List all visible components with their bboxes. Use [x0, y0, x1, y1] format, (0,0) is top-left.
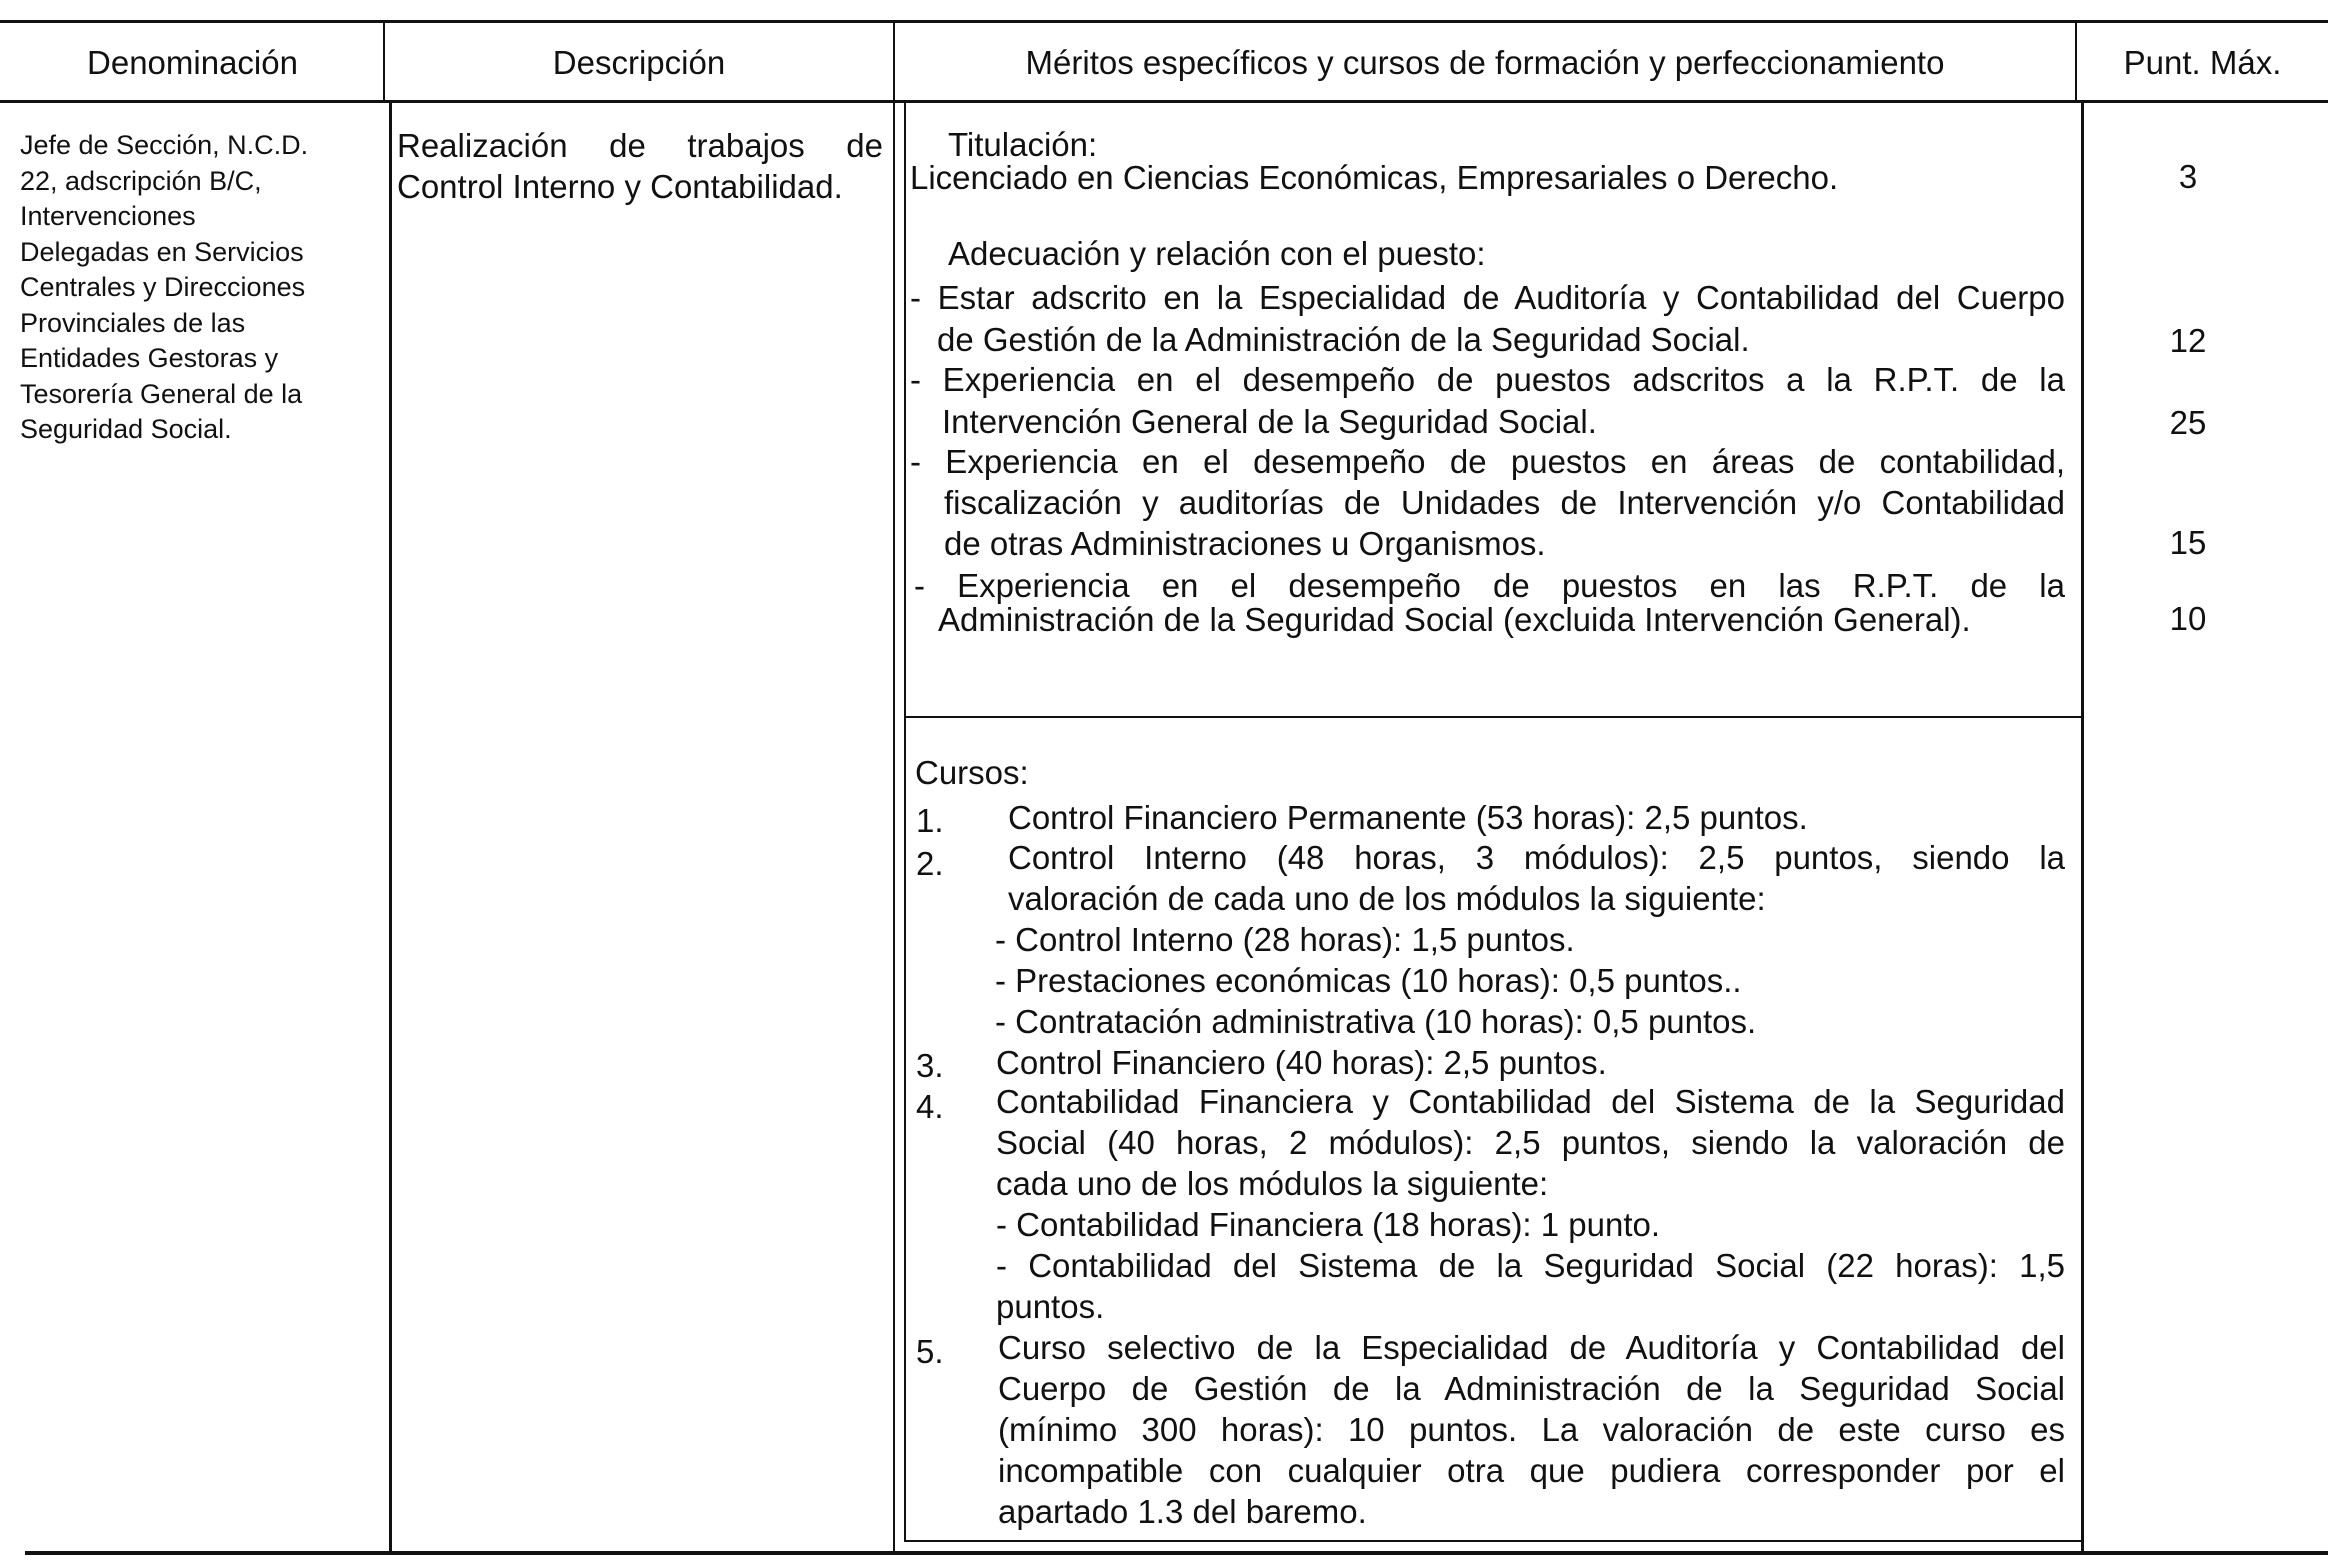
table-bottom-rule: [25, 1551, 2328, 1555]
curso-2-line: - Prestaciones económicas (10 horas): 0,5 puntos..: [995, 962, 1742, 999]
curso-4-line: - Contabilidad Financiera (18 horas): 1 punto.: [996, 1206, 1661, 1243]
curso-2-line: valoración de cada uno de los módulos la siguiente:: [1008, 880, 1766, 917]
meritos-inner-bottom-rule: [904, 1540, 2082, 1542]
curso-4-line: Social (40 horas, 2 módulos): 2,5 puntos, siendo la valoración de: [996, 1124, 2065, 1161]
adecuacion-item-1-line: de Gestión de la Administración de la Seguridad Social.: [937, 321, 1750, 358]
meritos-inner-left-rule: [904, 102, 906, 1542]
header-bottom-rule: [0, 100, 2328, 103]
denominacion-line: Seguridad Social.: [20, 414, 232, 444]
curso-4-line: Contabilidad Financiera y Contabilidad del Sistema de la Seguridad: [996, 1083, 2065, 1120]
denominacion-line: 22, adscripción B/C,: [20, 165, 262, 196]
adecuacion-item-1-line: - Estar adscrito en la Especialidad de Auditoría y Contabilidad del Cuerpo: [910, 279, 2065, 316]
denominacion-line: Intervenciones: [20, 201, 196, 231]
curso-4-line: cada uno de los módulos la siguiente:: [996, 1165, 1549, 1202]
header-descripcion: Descripción: [552, 44, 726, 81]
table-top-rule: [0, 20, 2328, 23]
curso-5-line: (mínimo 300 horas): 10 puntos. La valoración de este curso es: [998, 1411, 2065, 1448]
descripcion-line: Control Interno y Contabilidad.: [397, 168, 843, 205]
adecuacion-item-4-line: - Experiencia en el desempeño de puestos en las R.P.T. de la: [914, 567, 2065, 604]
adecuacion-item-2-points: 25: [2169, 404, 2207, 441]
curso-5-line: apartado 1.3 del baremo.: [998, 1493, 1367, 1530]
curso-2-line: - Control Interno (28 horas): 1,5 puntos.: [995, 921, 1575, 958]
curso-4-line: puntos.: [996, 1288, 1105, 1325]
meritos-section-divider: [904, 716, 2082, 718]
header-meritos: Méritos específicos y cursos de formación y perfeccionamiento: [1025, 44, 1945, 81]
descripcion-line: Realización de trabajos de: [397, 127, 883, 164]
curso-2-number: 2.: [916, 845, 944, 882]
denominacion-line: Entidades Gestoras y: [20, 343, 279, 373]
header-denominacion: Denominación: [87, 44, 298, 81]
curso-4-number: 4.: [916, 1088, 944, 1125]
denominacion-line: Provinciales de las: [20, 307, 246, 338]
curso-1-number: 1.: [916, 802, 944, 839]
column-divider-1-body: [389, 102, 392, 1552]
curso-5-line: Curso selectivo de la Especialidad de Auditoría y Contabilidad del: [998, 1329, 2065, 1366]
curso-3-line: Control Financiero (40 horas): 2,5 puntos.: [996, 1044, 1607, 1081]
denominacion-line: Centrales y Direcciones: [20, 272, 306, 302]
adecuacion-item-3-line: fiscalización y auditorías de Unidades de Intervención y/o Contabilidad: [944, 484, 2065, 521]
adecuacion-item-3-points: 15: [2169, 524, 2207, 561]
denominacion-cell: [20, 128, 308, 448]
denominacion-line: Jefe de Sección, N.C.D.: [20, 130, 309, 160]
adecuacion-item-1-points: 12: [2169, 322, 2207, 359]
denominacion-line: Tesorería General de la: [20, 378, 303, 409]
cursos-heading: Cursos:: [915, 754, 1029, 791]
titulacion-text: Licenciado en Ciencias Económicas, Empresariales o Derecho.: [910, 159, 1839, 196]
header-puntuacion: Punt. Máx.: [2123, 44, 2282, 81]
curso-2-line: - Contratación administrativa (10 horas): 0,5 puntos.: [995, 1003, 1757, 1040]
curso-4-line: - Contabilidad del Sistema de la Seguridad Social (22 horas): 1,5: [996, 1247, 2065, 1284]
curso-5-number: 5.: [916, 1333, 944, 1370]
curso-5-line: Cuerpo de Gestión de la Administración de la Seguridad Social: [998, 1370, 2065, 1407]
curso-2-line: Control Interno (48 horas, 3 módulos): 2,5 puntos, siendo la: [1008, 839, 2065, 876]
curso-5-line: incompatible con cualquier otra que pudiera corresponder por el: [998, 1452, 2065, 1489]
adecuacion-item-4-line: Administración de la Seguridad Social (excluida Intervención General).: [938, 601, 1971, 638]
adecuacion-item-2-line: - Experiencia en el desempeño de puestos adscritos a la R.P.T. de la: [910, 361, 2065, 398]
denominacion-line: Delegadas en Servicios: [20, 236, 304, 267]
column-divider-2: [893, 22, 895, 1552]
adecuacion-heading: Adecuación y relación con el puesto:: [948, 235, 1486, 272]
column-divider-3-body: [2081, 102, 2084, 1552]
adecuacion-item-3-line: - Experiencia en el desempeño de puestos en áreas de contabilidad,: [910, 443, 2065, 480]
adecuacion-item-4-points: 10: [2169, 600, 2207, 637]
descripcion-cell: [397, 125, 883, 207]
curso-3-number: 3.: [916, 1047, 944, 1084]
titulacion-points: 3: [2178, 158, 2198, 195]
curso-1-line: Control Financiero Permanente (53 horas): 2,5 puntos.: [1008, 799, 1808, 836]
adecuacion-item-3-line: de otras Administraciones u Organismos.: [944, 525, 1546, 562]
titulacion-heading: Titulación:: [948, 126, 1098, 163]
adecuacion-item-2-line: Intervención General de la Seguridad Social.: [942, 403, 1597, 440]
